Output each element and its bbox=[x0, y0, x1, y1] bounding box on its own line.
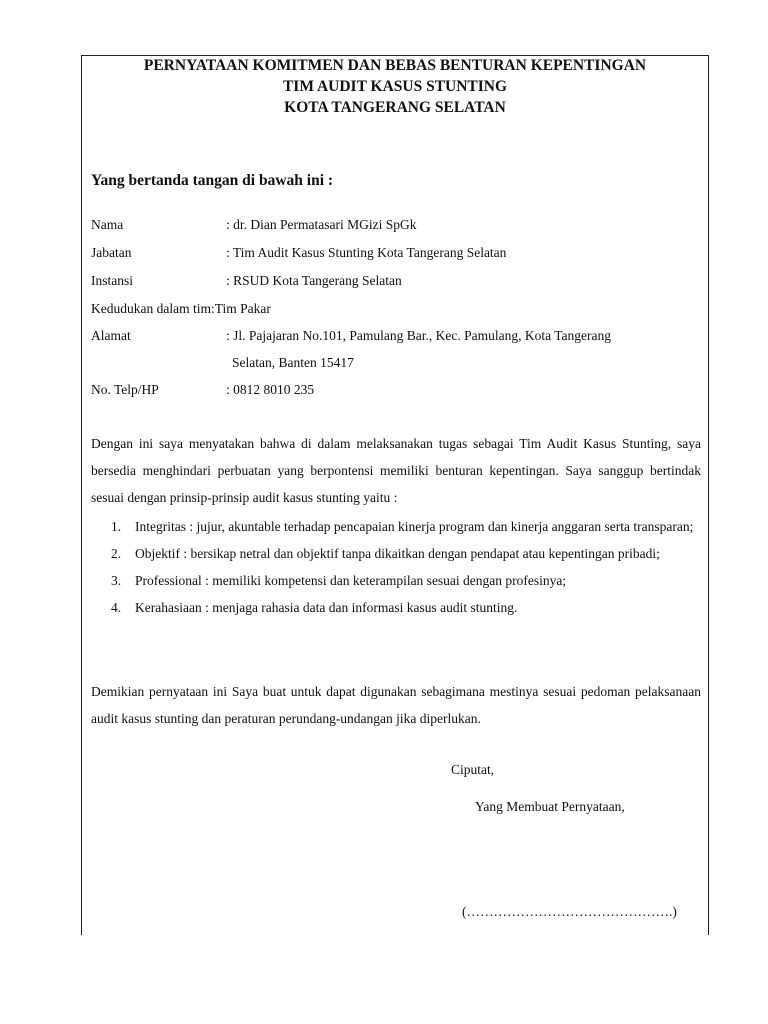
field-label: Nama bbox=[91, 217, 124, 232]
list-item: 4. Kerahasiaan : menjaga rahasia data dan informasi kasus audit stunting. bbox=[111, 600, 518, 615]
signature-maker: Yang Membuat Pernyataan, bbox=[475, 799, 625, 814]
closing-paragraph: Demikian pernyataan ini Saya buat untuk dapat digunakan sebagimana mestinya sesuai pedoman pelaksanaan audit kasus stunting dan peraturan perundang-undangan jika diperlukan. bbox=[91, 684, 701, 726]
list-item: 1. Integritas : jujur, akuntable terhadap pencapaian kinerja program dan kinerja anggaran serta transparan; bbox=[111, 519, 694, 534]
field-value: Selatan, Banten 15417 bbox=[232, 355, 354, 370]
intro-paragraph: Dengan ini saya menyatakan bahwa di dalam melaksanakan tugas sebagai Tim Audit Kasus Stunting, saya bersedia menghindari perbuatan yang berpontensi memiliki benturan kepentingan. Saya sanggup bertindak sesuai dengan prinsip-prinsip audit kasus stunting yaitu : bbox=[91, 436, 701, 505]
list-item: 3. Professional : memiliki kompetensi dan keterampilan sesuai dengan profesinya; bbox=[111, 573, 567, 588]
document-title bbox=[81, 55, 709, 118]
principles-list bbox=[91, 513, 701, 621]
field-label: Alamat bbox=[91, 328, 131, 343]
field-nama bbox=[91, 216, 417, 234]
title-line-1: PERNYATAAN KOMITMEN DAN BEBAS BENTURAN KEPENTINGAN bbox=[143, 57, 647, 74]
signature-blank: (……………………………………….) bbox=[462, 904, 677, 919]
field-value: : Jl. Pajajaran No.101, Pamulang Bar., Kec. Pamulang, Kota Tangerang bbox=[226, 328, 611, 343]
field-instansi bbox=[91, 272, 402, 290]
title-line-2: TIM AUDIT KASUS STUNTING bbox=[282, 78, 508, 95]
field-label: Jabatan bbox=[91, 245, 132, 260]
title-line-3: KOTA TANGERANG SELATAN bbox=[284, 99, 506, 116]
field-value: : RSUD Kota Tangerang Selatan bbox=[226, 273, 402, 288]
field-label: No. Telp/HP bbox=[91, 382, 159, 397]
field-label: Instansi bbox=[91, 273, 133, 288]
field-value: : 0812 8010 235 bbox=[226, 382, 315, 397]
field-value: : dr. Dian Permatasari MGizi SpGk bbox=[226, 217, 417, 232]
field-label: Kedudukan dalam tim bbox=[91, 301, 211, 316]
signature-place: Ciputat, bbox=[451, 762, 495, 777]
list-item: 2. Objektif : bersikap netral dan objektif tanpa dikaitkan dengan pendapat atau kepentingan pribadi; bbox=[111, 546, 660, 561]
field-jabatan bbox=[91, 244, 507, 262]
field-value: :Tim Pakar bbox=[210, 301, 271, 316]
field-telp bbox=[91, 381, 315, 399]
section-heading: Yang bertanda tangan di bawah ini : bbox=[91, 172, 334, 189]
field-alamat bbox=[91, 327, 611, 345]
field-kedudukan bbox=[91, 300, 271, 318]
field-value: : Tim Audit Kasus Stunting Kota Tangerang Selatan bbox=[226, 245, 507, 260]
